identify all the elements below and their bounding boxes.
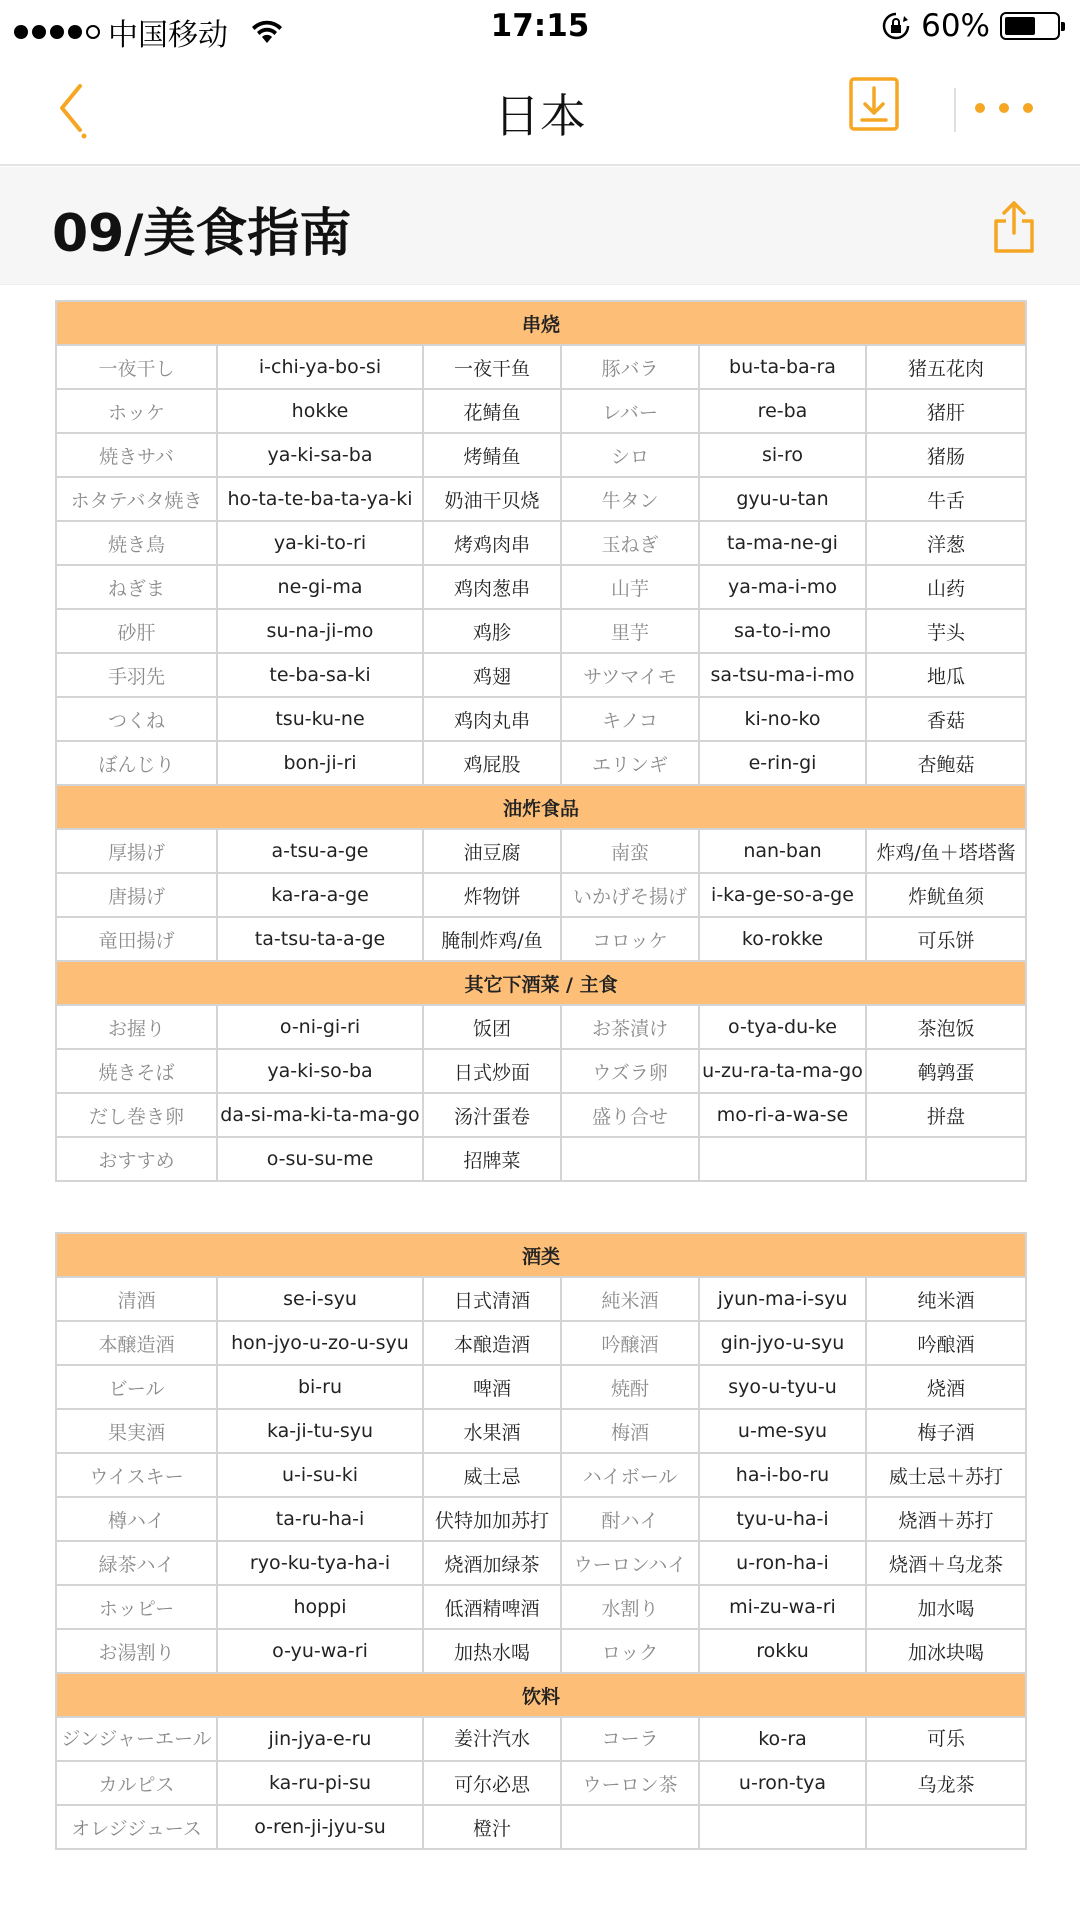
- japanese-cell: 果実酒: [56, 1409, 217, 1453]
- chinese-cell: 纯米酒: [866, 1277, 1026, 1321]
- chinese-cell: 烤鸡肉串: [423, 521, 561, 565]
- table-row: [56, 389, 1026, 433]
- chinese-cell: 水果酒: [423, 1409, 561, 1453]
- chinese-cell: 汤汁蛋卷: [423, 1093, 561, 1137]
- japanese-cell: 厚揚げ: [56, 829, 217, 873]
- chinese-cell: 鹌鹑蛋: [866, 1049, 1026, 1093]
- japanese-cell: オレジジュース: [56, 1805, 217, 1849]
- chinese-cell: 猪肠: [866, 433, 1026, 477]
- chinese-cell: 低酒精啤酒: [423, 1585, 561, 1629]
- chinese-cell: 芋头: [866, 609, 1026, 653]
- section-header-row: [56, 785, 1026, 829]
- status-time: 17:15: [490, 8, 590, 44]
- chinese-cell: 啤酒: [423, 1365, 561, 1409]
- download-icon[interactable]: [848, 76, 900, 132]
- table-row: [56, 1137, 1026, 1181]
- romaji-cell: ya-ma-i-mo: [699, 565, 866, 609]
- table-row: [56, 1365, 1026, 1409]
- japanese-cell: 盛り合せ: [561, 1093, 699, 1137]
- japanese-cell: 牛タン: [561, 477, 699, 521]
- japanese-cell: レバー: [561, 389, 699, 433]
- japanese-cell: 焼きサバ: [56, 433, 217, 477]
- japanese-cell: 砂肝: [56, 609, 217, 653]
- japanese-cell: つくね: [56, 697, 217, 741]
- chinese-cell: 鸡翅: [423, 653, 561, 697]
- section-header-row: [56, 1233, 1026, 1277]
- romaji-cell: ta-ru-ha-i: [217, 1497, 423, 1541]
- chinese-cell: 可乐饼: [866, 917, 1026, 961]
- romaji-cell: sa-to-i-mo: [699, 609, 866, 653]
- page-title: 09/美食指南: [52, 204, 352, 264]
- japanese-cell: ジンジャーエール: [56, 1717, 217, 1761]
- japanese-cell: ホッケ: [56, 389, 217, 433]
- chinese-cell: 伏特加加苏打: [423, 1497, 561, 1541]
- romaji-cell: ko-rokke: [699, 917, 866, 961]
- table-row: [56, 609, 1026, 653]
- table-row: [56, 741, 1026, 785]
- japanese-cell: 焼き鳥: [56, 521, 217, 565]
- japanese-cell: [561, 1805, 699, 1849]
- table-row: [56, 1761, 1026, 1805]
- chinese-cell: 烤鲭鱼: [423, 433, 561, 477]
- section-title: 其它下酒菜 / 主食: [56, 961, 1026, 1005]
- chinese-cell: 日式清酒: [423, 1277, 561, 1321]
- japanese-cell: カルピス: [56, 1761, 217, 1805]
- romaji-cell: ryo-ku-tya-ha-i: [217, 1541, 423, 1585]
- romaji-cell: hoppi: [217, 1585, 423, 1629]
- japanese-cell: 本醸造酒: [56, 1321, 217, 1365]
- table-row: [56, 1629, 1026, 1673]
- romaji-cell: ta-tsu-ta-a-ge: [217, 917, 423, 961]
- drinks-table: [55, 1232, 1027, 1850]
- chinese-cell: 加冰块喝: [866, 1629, 1026, 1673]
- chinese-cell: 牛舌: [866, 477, 1026, 521]
- chinese-cell: 加热水喝: [423, 1629, 561, 1673]
- table-row: [56, 829, 1026, 873]
- japanese-cell: 緑茶ハイ: [56, 1541, 217, 1585]
- table-row: [56, 521, 1026, 565]
- chinese-cell: 本酿造酒: [423, 1321, 561, 1365]
- romaji-cell: ka-ra-a-ge: [217, 873, 423, 917]
- table-row: [56, 433, 1026, 477]
- chinese-cell: 炸物饼: [423, 873, 561, 917]
- japanese-cell: ウーロンハイ: [561, 1541, 699, 1585]
- table-row: [56, 873, 1026, 917]
- romaji-cell: u-ron-ha-i: [699, 1541, 866, 1585]
- romaji-cell: ha-i-bo-ru: [699, 1453, 866, 1497]
- chinese-cell: 饭团: [423, 1005, 561, 1049]
- chinese-cell: 地瓜: [866, 653, 1026, 697]
- romaji-cell: re-ba: [699, 389, 866, 433]
- japanese-cell: サツマイモ: [561, 653, 699, 697]
- table-row: [56, 345, 1026, 389]
- chinese-cell: 烧酒加绿茶: [423, 1541, 561, 1585]
- romaji-cell: u-ron-tya: [699, 1761, 866, 1805]
- section-header-row: [56, 1673, 1026, 1717]
- japanese-cell: ウズラ卵: [561, 1049, 699, 1093]
- table-row: [56, 1453, 1026, 1497]
- table-row: [56, 1541, 1026, 1585]
- section-title: 串烧: [56, 301, 1026, 345]
- romaji-cell: sa-tsu-ma-i-mo: [699, 653, 866, 697]
- romaji-cell: o-ni-gi-ri: [217, 1005, 423, 1049]
- section-title: 酒类: [56, 1233, 1026, 1277]
- romaji-cell: hokke: [217, 389, 423, 433]
- japanese-cell: お茶漬け: [561, 1005, 699, 1049]
- japanese-cell: 焼きそば: [56, 1049, 217, 1093]
- romaji-cell: rokku: [699, 1629, 866, 1673]
- romaji-cell: jin-jya-e-ru: [217, 1717, 423, 1761]
- chinese-cell: 招牌菜: [423, 1137, 561, 1181]
- japanese-cell: ねぎま: [56, 565, 217, 609]
- japanese-cell: 吟醸酒: [561, 1321, 699, 1365]
- romaji-cell: jyun-ma-i-syu: [699, 1277, 866, 1321]
- table-row: [56, 1409, 1026, 1453]
- section-title: 油炸食品: [56, 785, 1026, 829]
- table-row: [56, 1005, 1026, 1049]
- nav-divider: [954, 88, 956, 132]
- table-row: [56, 1717, 1026, 1761]
- japanese-cell: ハイボール: [561, 1453, 699, 1497]
- rotation-lock-icon: [881, 11, 911, 41]
- section-header-row: [56, 301, 1026, 345]
- romaji-cell: ya-ki-to-ri: [217, 521, 423, 565]
- japanese-cell: ホタテバタ焼き: [56, 477, 217, 521]
- battery-fill: [1005, 17, 1035, 35]
- romaji-cell: su-na-ji-mo: [217, 609, 423, 653]
- romaji-cell: u-me-syu: [699, 1409, 866, 1453]
- japanese-cell: いかげそ揚げ: [561, 873, 699, 917]
- chinese-cell: 烧酒: [866, 1365, 1026, 1409]
- romaji-cell: u-i-su-ki: [217, 1453, 423, 1497]
- chinese-cell: 吟酿酒: [866, 1321, 1026, 1365]
- japanese-cell: 樽ハイ: [56, 1497, 217, 1541]
- romaji-cell: [699, 1137, 866, 1181]
- chinese-cell: 猪五花肉: [866, 345, 1026, 389]
- table-row: [56, 653, 1026, 697]
- battery-icon: [1000, 12, 1060, 40]
- chinese-cell: 炸鸡/鱼＋塔塔酱: [866, 829, 1026, 873]
- chinese-cell: 山药: [866, 565, 1026, 609]
- romaji-cell: bon-ji-ri: [217, 741, 423, 785]
- japanese-cell: ビール: [56, 1365, 217, 1409]
- japanese-cell: 竜田揚げ: [56, 917, 217, 961]
- romaji-cell: se-i-syu: [217, 1277, 423, 1321]
- japanese-cell: 手羽先: [56, 653, 217, 697]
- japanese-cell: 里芋: [561, 609, 699, 653]
- japanese-cell: 一夜干し: [56, 345, 217, 389]
- nav-title: 日本: [494, 89, 586, 143]
- chinese-cell: 可尔必思: [423, 1761, 561, 1805]
- romaji-cell: o-tya-du-ke: [699, 1005, 866, 1049]
- chinese-cell: 橙汁: [423, 1805, 561, 1849]
- chinese-cell: 鸡肉葱串: [423, 565, 561, 609]
- japanese-cell: 山芋: [561, 565, 699, 609]
- romaji-cell: nan-ban: [699, 829, 866, 873]
- romaji-cell: o-su-su-me: [217, 1137, 423, 1181]
- section-header: [0, 167, 1080, 285]
- japanese-cell: ホッピー: [56, 1585, 217, 1629]
- chinese-cell: 茶泡饭: [866, 1005, 1026, 1049]
- romaji-cell: o-ren-ji-jyu-su: [217, 1805, 423, 1849]
- battery-percent: 60%: [921, 8, 990, 44]
- more-options-icon[interactable]: [972, 88, 1036, 128]
- chinese-cell: 杏鲍菇: [866, 741, 1026, 785]
- japanese-cell: おすすめ: [56, 1137, 217, 1181]
- japanese-cell: 唐揚げ: [56, 873, 217, 917]
- table-row: [56, 697, 1026, 741]
- romaji-cell: gyu-u-tan: [699, 477, 866, 521]
- table-row: [56, 1321, 1026, 1365]
- chinese-cell: 鸡屁股: [423, 741, 561, 785]
- romaji-cell: ka-ru-pi-su: [217, 1761, 423, 1805]
- romaji-cell: ne-gi-ma: [217, 565, 423, 609]
- japanese-cell: 玉ねぎ: [561, 521, 699, 565]
- chinese-cell: 香菇: [866, 697, 1026, 741]
- romaji-cell: bu-ta-ba-ra: [699, 345, 866, 389]
- table-row: [56, 1497, 1026, 1541]
- romaji-cell: [699, 1805, 866, 1849]
- chinese-cell: 鸡胗: [423, 609, 561, 653]
- japanese-cell: 水割り: [561, 1585, 699, 1629]
- romaji-cell: o-yu-wa-ri: [217, 1629, 423, 1673]
- romaji-cell: da-si-ma-ki-ta-ma-go: [217, 1093, 423, 1137]
- romaji-cell: ya-ki-so-ba: [217, 1049, 423, 1093]
- japanese-cell: エリンギ: [561, 741, 699, 785]
- table-row: [56, 1093, 1026, 1137]
- chinese-cell: 姜汁汽水: [423, 1717, 561, 1761]
- japanese-cell: ウイスキー: [56, 1453, 217, 1497]
- section-title: 饮料: [56, 1673, 1026, 1717]
- japanese-cell: 梅酒: [561, 1409, 699, 1453]
- chinese-cell: 奶油干贝烧: [423, 477, 561, 521]
- romaji-cell: bi-ru: [217, 1365, 423, 1409]
- romaji-cell: a-tsu-a-ge: [217, 829, 423, 873]
- section-header-row: [56, 961, 1026, 1005]
- chinese-cell: 油豆腐: [423, 829, 561, 873]
- japanese-cell: シロ: [561, 433, 699, 477]
- chinese-cell: 威士忌＋苏打: [866, 1453, 1026, 1497]
- chinese-cell: 腌制炸鸡/鱼: [423, 917, 561, 961]
- japanese-cell: 酎ハイ: [561, 1497, 699, 1541]
- chinese-cell: 可乐: [866, 1717, 1026, 1761]
- japanese-cell: ぼんじり: [56, 741, 217, 785]
- japanese-cell: [561, 1137, 699, 1181]
- chinese-cell: 鸡肉丸串: [423, 697, 561, 741]
- chinese-cell: 烧酒＋苏打: [866, 1497, 1026, 1541]
- japanese-cell: 純米酒: [561, 1277, 699, 1321]
- table-row: [56, 1805, 1026, 1849]
- romaji-cell: hon-jyo-u-zo-u-syu: [217, 1321, 423, 1365]
- japanese-cell: 南蛮: [561, 829, 699, 873]
- japanese-cell: だし巻き卵: [56, 1093, 217, 1137]
- romaji-cell: e-rin-gi: [699, 741, 866, 785]
- chinese-cell: 洋葱: [866, 521, 1026, 565]
- japanese-cell: コーラ: [561, 1717, 699, 1761]
- chinese-cell: 加水喝: [866, 1585, 1026, 1629]
- japanese-cell: ロック: [561, 1629, 699, 1673]
- chinese-cell: 梅子酒: [866, 1409, 1026, 1453]
- chinese-cell: [866, 1137, 1026, 1181]
- japanese-cell: コロッケ: [561, 917, 699, 961]
- japanese-cell: お握り: [56, 1005, 217, 1049]
- chinese-cell: 拼盘: [866, 1093, 1026, 1137]
- table-row: [56, 477, 1026, 521]
- navigation-bar: [0, 54, 1080, 166]
- status-right: [881, 8, 1060, 44]
- romaji-cell: te-ba-sa-ki: [217, 653, 423, 697]
- chinese-cell: 花鲭鱼: [423, 389, 561, 433]
- romaji-cell: ta-ma-ne-gi: [699, 521, 866, 565]
- romaji-cell: ya-ki-sa-ba: [217, 433, 423, 477]
- chinese-cell: 炸鱿鱼须: [866, 873, 1026, 917]
- romaji-cell: ki-no-ko: [699, 697, 866, 741]
- japanese-cell: 清酒: [56, 1277, 217, 1321]
- romaji-cell: ho-ta-te-ba-ta-ya-ki: [217, 477, 423, 521]
- chinese-cell: 烧酒＋乌龙茶: [866, 1541, 1026, 1585]
- table-row: [56, 565, 1026, 609]
- romaji-cell: mi-zu-wa-ri: [699, 1585, 866, 1629]
- japanese-cell: お湯割り: [56, 1629, 217, 1673]
- chinese-cell: 乌龙茶: [866, 1761, 1026, 1805]
- chinese-cell: 猪肝: [866, 389, 1026, 433]
- status-bar: [0, 0, 1080, 54]
- romaji-cell: tsu-ku-ne: [217, 697, 423, 741]
- chinese-cell: 日式炒面: [423, 1049, 561, 1093]
- food-table: [55, 300, 1027, 1182]
- japanese-cell: 豚バラ: [561, 345, 699, 389]
- romaji-cell: gin-jyo-u-syu: [699, 1321, 866, 1365]
- romaji-cell: u-zu-ra-ta-ma-go: [699, 1049, 866, 1093]
- romaji-cell: ka-ji-tu-syu: [217, 1409, 423, 1453]
- japanese-cell: 焼酎: [561, 1365, 699, 1409]
- japanese-cell: キノコ: [561, 697, 699, 741]
- romaji-cell: mo-ri-a-wa-se: [699, 1093, 866, 1137]
- chinese-cell: [866, 1805, 1026, 1849]
- table-row: [56, 1585, 1026, 1629]
- share-icon[interactable]: [990, 199, 1038, 255]
- romaji-cell: i-chi-ya-bo-si: [217, 345, 423, 389]
- chinese-cell: 一夜干鱼: [423, 345, 561, 389]
- romaji-cell: si-ro: [699, 433, 866, 477]
- carrier-label: 中国移动: [108, 18, 228, 53]
- table-row: [56, 917, 1026, 961]
- romaji-cell: tyu-u-ha-i: [699, 1497, 866, 1541]
- romaji-cell: syo-u-tyu-u: [699, 1365, 866, 1409]
- romaji-cell: ko-ra: [699, 1717, 866, 1761]
- chinese-cell: 威士忌: [423, 1453, 561, 1497]
- japanese-cell: ウーロン茶: [561, 1761, 699, 1805]
- table-row: [56, 1277, 1026, 1321]
- romaji-cell: i-ka-ge-so-a-ge: [699, 873, 866, 917]
- table-row: [56, 1049, 1026, 1093]
